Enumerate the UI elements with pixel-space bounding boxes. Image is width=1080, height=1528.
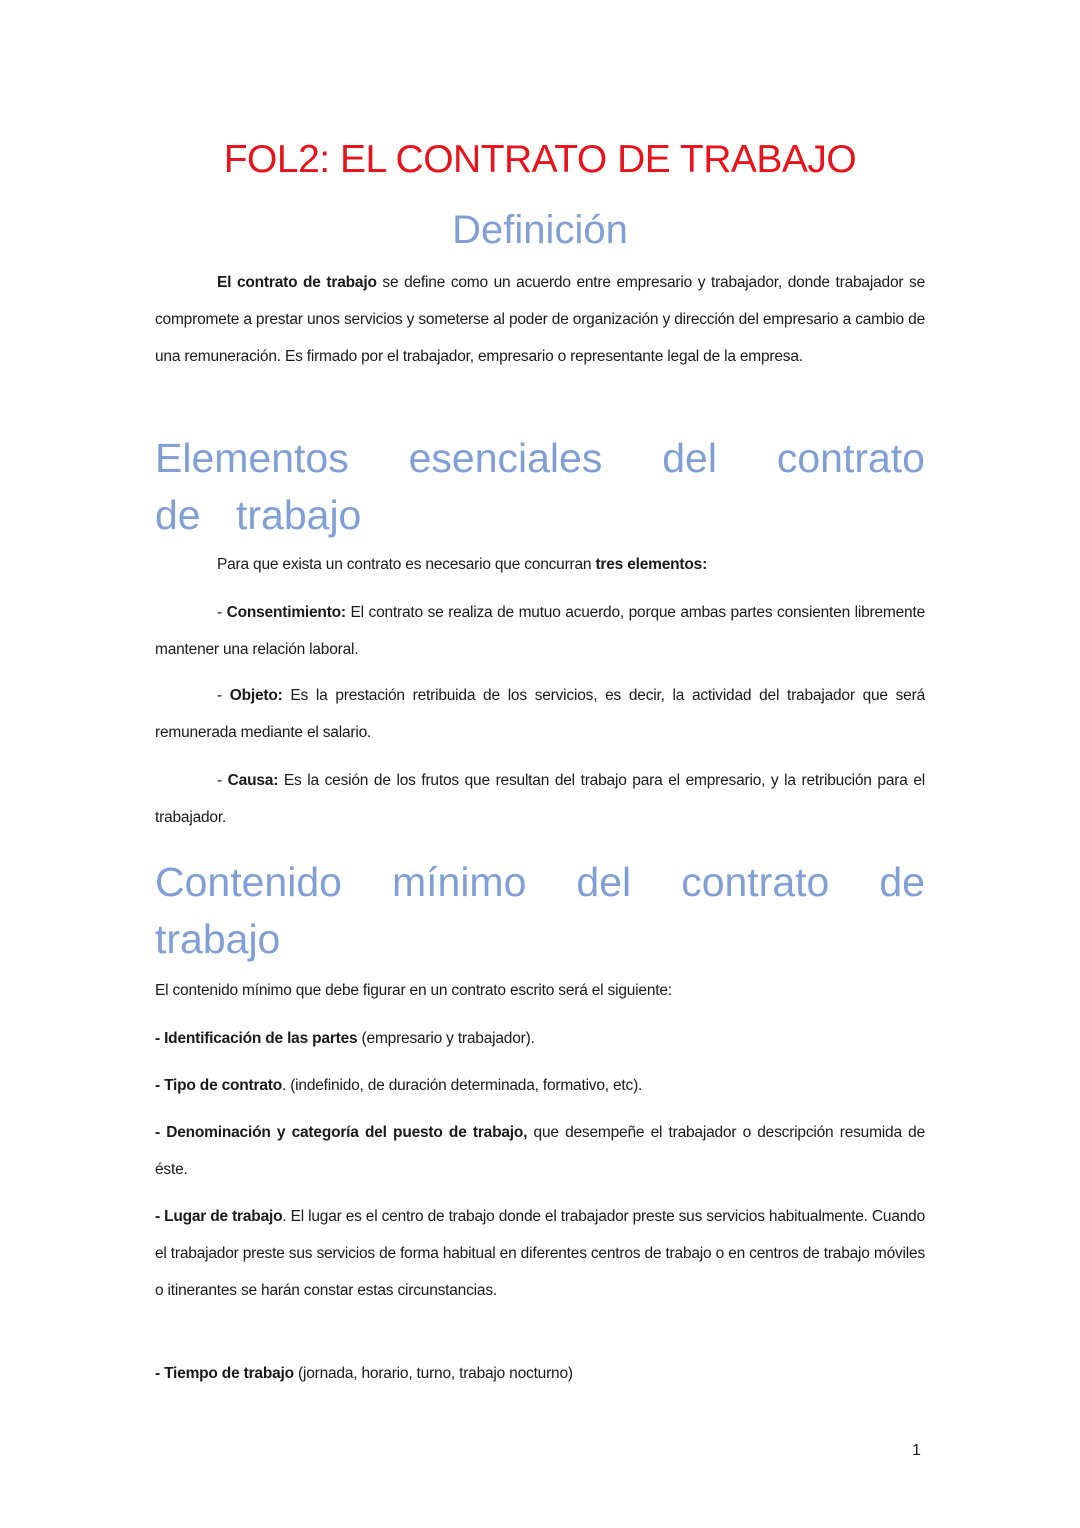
- item-text: (empresario y trabajador).: [357, 1030, 535, 1047]
- list-item: [155, 594, 925, 668]
- list-item: [155, 1114, 925, 1188]
- bullet: -: [217, 604, 227, 621]
- item-text: . El lugar es el centro de trabajo donde el trabajador preste sus servicios habitualmente. Cuando el trabajador preste sus servicios de forma habitual en diferentes centros de trabajo o en centros de trabajo móviles o itinerantes se harán constar estas circunstancias.: [155, 1208, 925, 1299]
- paragraph-elementos-intro: [155, 546, 925, 583]
- item-text: . (indefinido, de duración determinada, formativo, etc).: [282, 1077, 643, 1094]
- list-item: [155, 1020, 925, 1057]
- bullet: -: [217, 772, 228, 789]
- bold-term: - Identificación de las partes: [155, 1030, 358, 1047]
- paragraph-contenido-intro: El contenido mínimo que debe figurar en un contrato escrito será el siguiente:: [155, 982, 672, 999]
- bold-term: Objeto:: [229, 687, 283, 704]
- list-item: [155, 677, 925, 751]
- heading-contenido: Contenido mínimo del contrato de trabajo: [155, 859, 925, 962]
- list-item: [155, 1067, 925, 1104]
- bold-term: - Denominación y categoría del puesto de trabajo,: [155, 1124, 528, 1141]
- bullet: -: [217, 687, 230, 704]
- bold-term: tres elementos:: [595, 556, 708, 573]
- bold-term: - Tipo de contrato: [155, 1077, 282, 1094]
- item-text: Es la prestación retribuida de los servicios, es decir, la actividad del trabajador que será remunerada mediante el salario.: [155, 687, 925, 741]
- bold-term: - Lugar de trabajo: [155, 1208, 283, 1225]
- paragraph-definicion: [155, 264, 925, 375]
- item-text: Es la cesión de los frutos que resultan del trabajo para el empresario, y la retribución para el trabajador.: [155, 772, 925, 826]
- heading-definicion: Definición: [452, 208, 628, 252]
- list-item: [155, 762, 925, 836]
- bold-term: Causa:: [227, 772, 279, 789]
- bold-term: - Tiempo de trabajo: [155, 1365, 294, 1382]
- paragraph-text: se define como un acuerdo entre empresario y trabajador, donde trabajador se compromete a prestar unos servicios y someterse al poder de organización y dirección del empresario a cambio de una remuneración. Es firmado por el trabajador, empresario o representante legal de la empresa.: [155, 274, 925, 365]
- list-item: [155, 1355, 925, 1392]
- item-text: que desempeñe el trabajador o descripción resumida de éste.: [155, 1124, 926, 1178]
- item-text: El contrato se realiza de mutuo acuerdo, porque ambas partes consienten libremente mantener una relación laboral.: [155, 604, 925, 658]
- list-item: [155, 1198, 925, 1309]
- bold-term: El contrato de trabajo: [217, 274, 377, 291]
- item-text: (jornada, horario, turno, trabajo nocturno): [293, 1365, 573, 1382]
- document-title: FOL2: EL CONTRATO DE TRABAJO: [223, 138, 857, 181]
- page-number: 1: [912, 1442, 921, 1459]
- bold-term: Consentimiento:: [226, 604, 346, 621]
- heading-elementos: Elementos esenciales del contrato de trabajo: [155, 435, 925, 538]
- paragraph-text: Para que exista un contrato es necesario que concurran: [217, 556, 596, 573]
